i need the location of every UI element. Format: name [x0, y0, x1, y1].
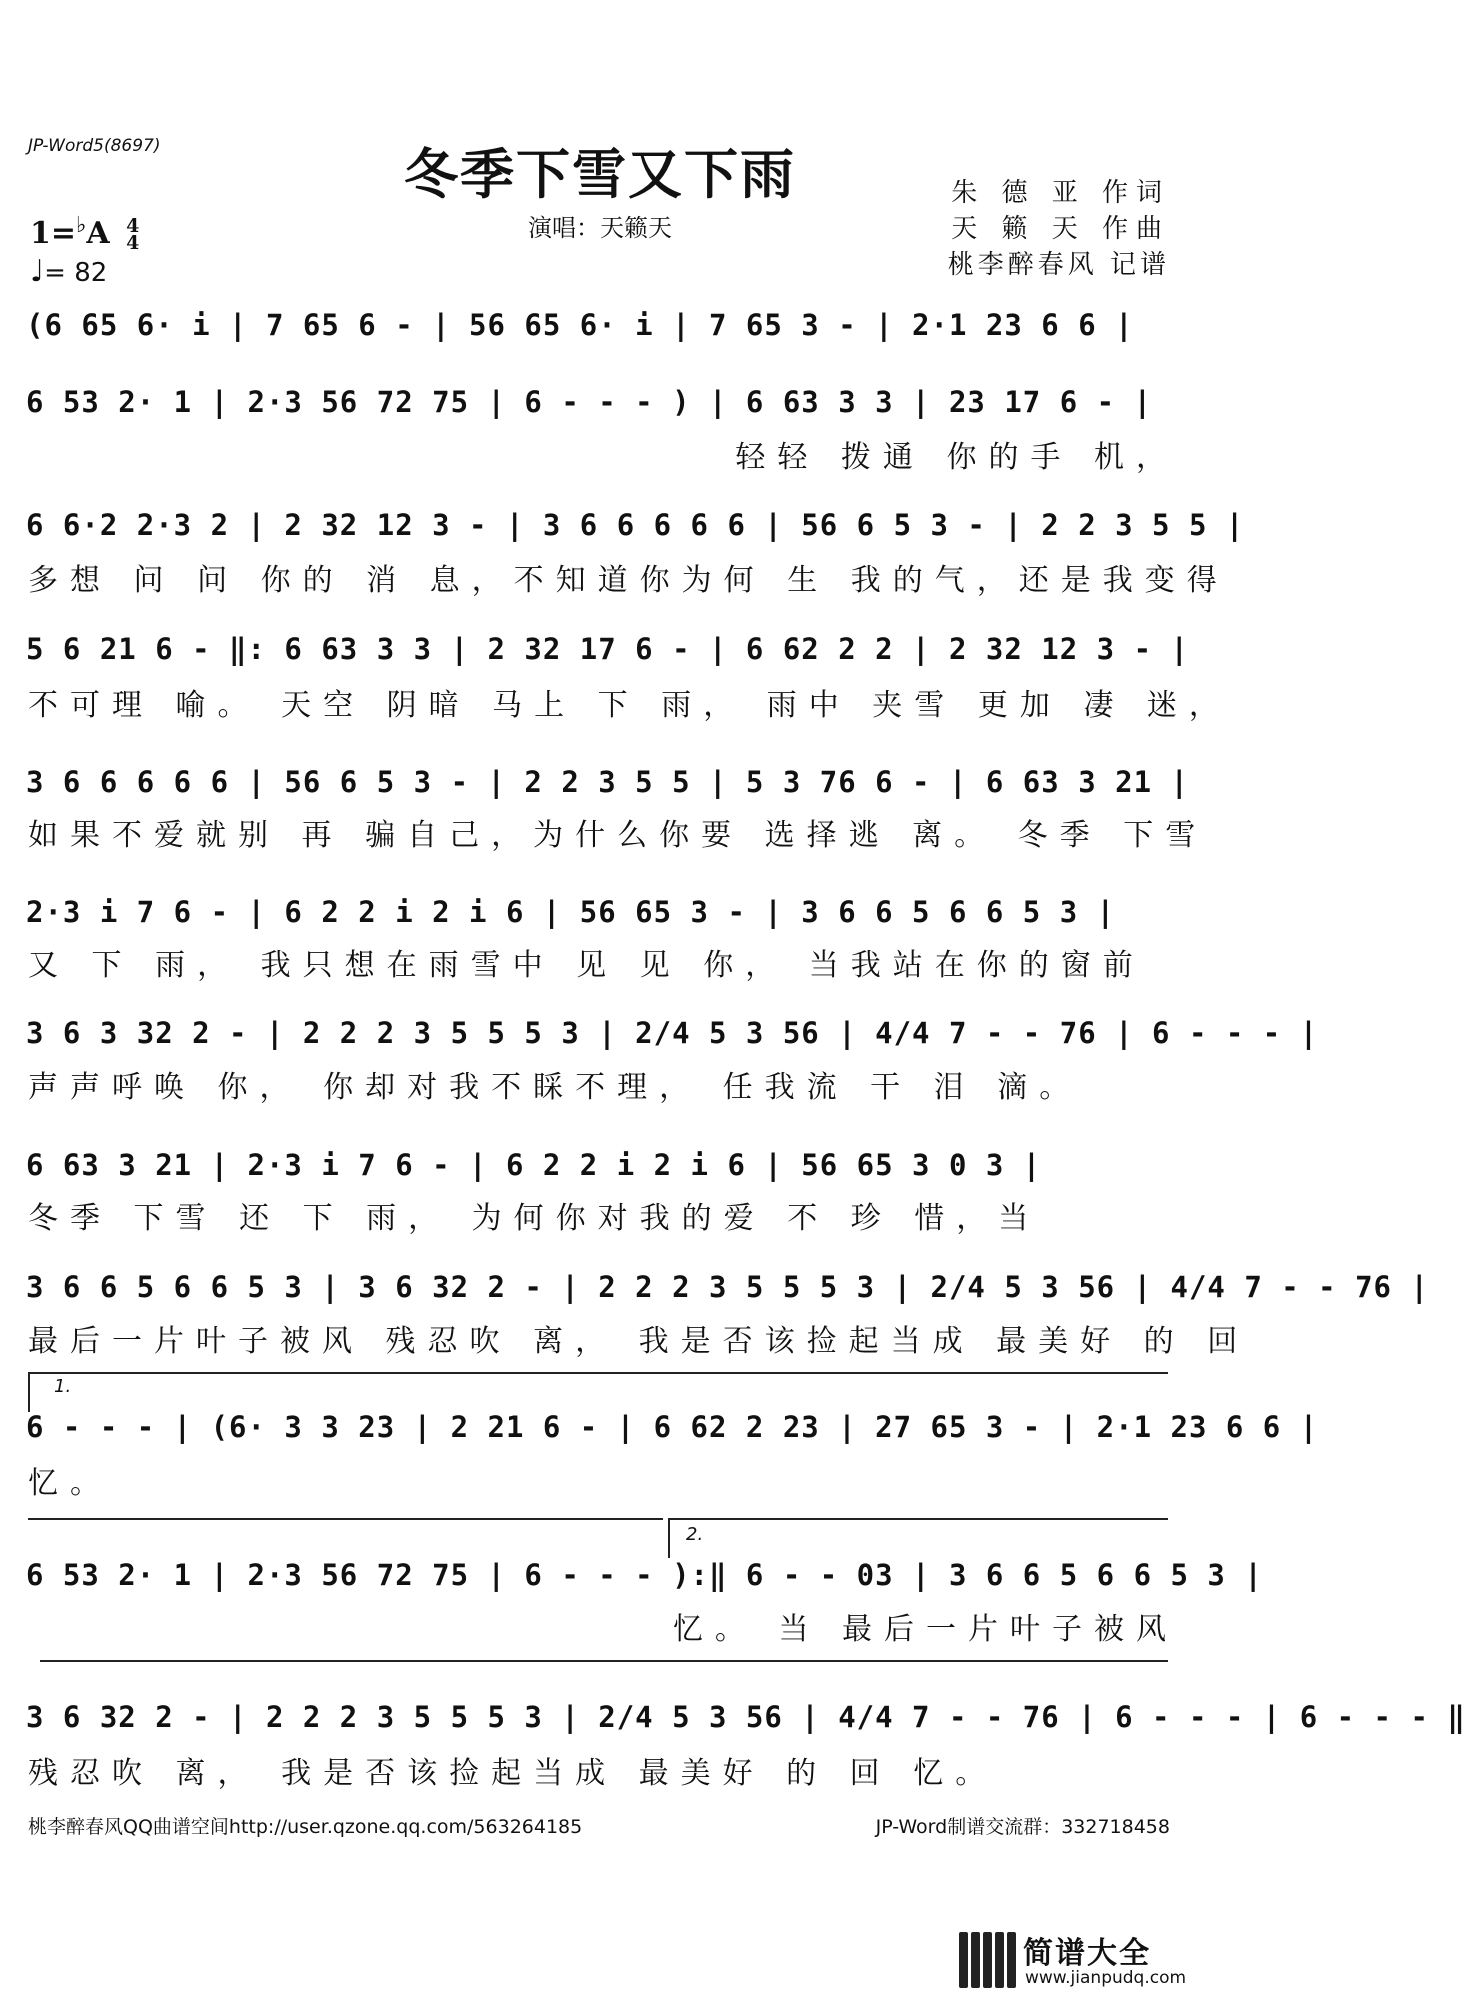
score-line-4-notes: 5 6 21 6 - ‖: 6 63 3 3 | 2 32 17 6 - | 6 62 2 2 | 2 32 12 3 - | [26, 632, 1189, 666]
score-line-10-notes: 6 - - - | (6· 3 3 23 | 2 21 6 - | 6 62 2 23 | 27 65 3 - | 2·1 23 6 6 | [26, 1410, 1319, 1444]
first-ending-bracket-edge [28, 1372, 30, 1412]
score-line-6-notes: 2·3 i 7 6 - | 6 2 2 i 2 i 6 | 56 65 3 - | 3 6 6 5 6 6 5 3 | [26, 895, 1116, 929]
transcriber-credit: 桃李醉春风 记谱 [947, 250, 1170, 280]
score-line-8-lyrics: 冬季 下雪 还 下 雨， 为何你对我的爱 不 珍 惜，当 [28, 1201, 1041, 1236]
second-ending-continuation [40, 1660, 1168, 1662]
flat-symbol: ♭ [76, 212, 87, 238]
logo-url: www.jianpudq.com [1025, 1968, 1187, 1988]
key-one: 1= [30, 216, 77, 251]
key-letter: A [86, 216, 110, 251]
quarter-note-icon: ♩ [30, 254, 45, 289]
score-line-12-notes: 3 6 32 2 - | 2 2 2 3 5 5 5 3 | 2/4 5 3 56 | 4/4 7 - - 76 | 6 - - - | 6 - - - ‖ [26, 1700, 1466, 1734]
second-ending-bracket-edge [668, 1518, 670, 1558]
score-line-3-lyrics: 多想 问 问 你的 消 息，不知道你为何 生 我的气，还是我变得 [28, 563, 1229, 598]
score-line-11-notes: 6 53 2· 1 | 2·3 56 72 75 | 6 - - - ):‖ 6 - - 03 | 3 6 6 5 6 6 5 3 | [26, 1558, 1263, 1592]
logo-brand: 简谱大全 [1023, 1936, 1151, 1971]
first-ending-continuation [28, 1518, 663, 1520]
first-ending-bracket [28, 1372, 1168, 1374]
score-line-1-notes: (6 65 6· i | 7 65 6 - | 56 65 6· i | 7 65 3 - | 2·1 23 6 6 | [26, 308, 1134, 342]
time-signature-top: 4 [126, 215, 140, 237]
score-line-11-lyrics: 忆。 当 最后一片叶子被风 [672, 1612, 1178, 1647]
score-line-7-notes: 3 6 3 32 2 - | 2 2 2 3 5 5 5 3 | 2/4 5 3 56 | 4/4 7 - - 76 | 6 - - - | [26, 1016, 1319, 1050]
song-title: 冬季下雪又下雨 [404, 142, 796, 206]
score-line-4-lyrics: 不可理 喻。 天空 阴暗 马上 下 雨， 雨中 夹雪 更加 凄 迷， [28, 688, 1231, 723]
software-label: JP-Word5(8697) [28, 136, 161, 156]
score-line-9-notes: 3 6 6 5 6 6 5 3 | 3 6 32 2 - | 2 2 2 3 5 5 5 3 | 2/4 5 3 56 | 4/4 7 - - 76 | [26, 1270, 1429, 1304]
score-line-2-lyrics: 轻轻 拨通 你的手 机， [735, 440, 1178, 475]
score-line-10-lyrics: 忆。 [28, 1466, 112, 1501]
footer-group-info: JP-Word制谱交流群：332718458 [875, 1816, 1170, 1838]
site-logo[interactable] [959, 1928, 1187, 1990]
score-line-3-notes: 6 6·2 2·3 2 | 2 32 12 3 - | 3 6 6 6 6 6 | 56 6 5 3 - | 2 2 3 5 5 | [26, 508, 1245, 542]
singer-credit: 演唱：天籁天 [528, 214, 672, 242]
score-line-7-lyrics: 声声呼唤 你， 你却对我不睬不理， 任我流 干 泪 滴。 [28, 1070, 1082, 1105]
score-line-9-lyrics: 最后一片叶子被风 残忍吹 离， 我是否该捡起当成 最美好 的 回 [28, 1324, 1250, 1359]
score-line-5-lyrics: 如果不爱就别 再 骗自己，为什么你要 选择逃 离。 冬季 下雪 [28, 818, 1208, 853]
score-line-6-lyrics: 又 下 雨， 我只想在雨雪中 见 见 你， 当我站在你的窗前 [28, 948, 1145, 983]
lyricist-credit: 朱 德 亚 作词 [951, 178, 1170, 208]
score-line-5-notes: 3 6 6 6 6 6 | 56 6 5 3 - | 2 2 3 5 5 | 5 3 76 6 - | 6 63 3 21 | [26, 765, 1189, 799]
time-signature-bottom: 4 [126, 232, 140, 254]
score-line-2-notes: 6 53 2· 1 | 2·3 56 72 75 | 6 - - - ) | 6 63 3 3 | 23 17 6 - | [26, 385, 1153, 419]
tempo-marking [30, 254, 107, 289]
second-ending-label: 2. [686, 1524, 704, 1545]
time-signature [126, 215, 140, 254]
first-ending-label: 1. [54, 1376, 72, 1397]
score-line-12-lyrics: 残忍吹 离， 我是否该捡起当成 最美好 的 回 忆。 [28, 1756, 998, 1791]
piano-keys-icon [959, 1932, 1015, 1988]
score-line-8-notes: 6 63 3 21 | 2·3 i 7 6 - | 6 2 2 i 2 i 6 | 56 65 3 0 3 | [26, 1148, 1042, 1182]
second-ending-bracket [668, 1518, 1168, 1520]
tempo-value: = 82 [44, 258, 108, 288]
key-signature [30, 212, 139, 252]
composer-credit: 天 籁 天 作曲 [951, 214, 1170, 244]
footer-source-link[interactable]: 桃李醉春风QQ曲谱空间http://user.qzone.qq.com/563264185 [28, 1816, 583, 1838]
